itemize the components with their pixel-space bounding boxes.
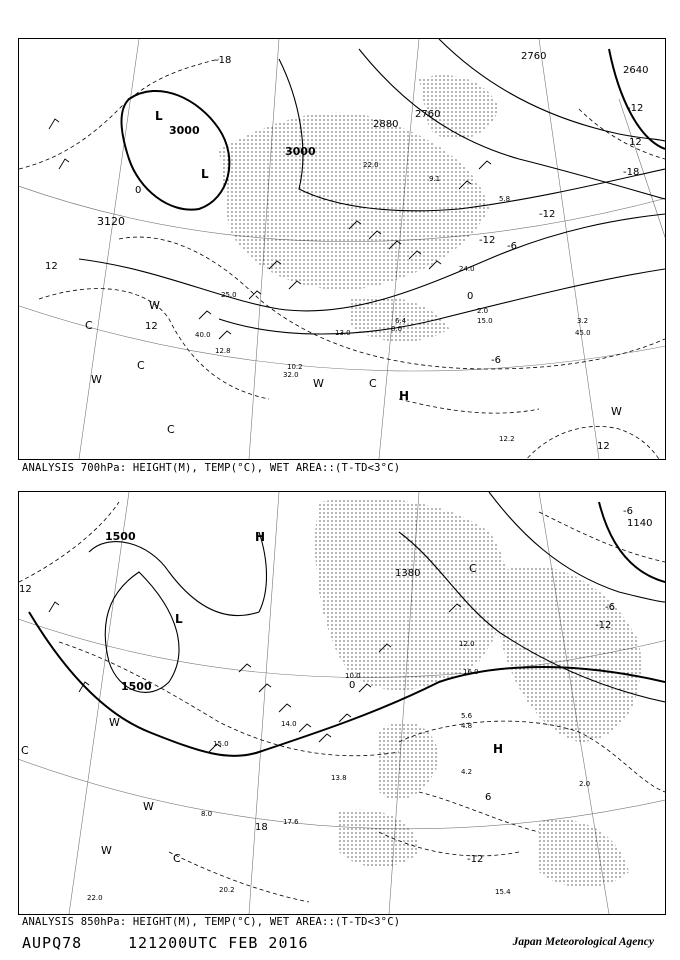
station-value: 4.8 bbox=[461, 722, 473, 730]
agency-credit: Japan Meteorological Agency bbox=[512, 936, 654, 948]
station-value: 12.8 bbox=[215, 347, 231, 355]
warm-center: W bbox=[313, 377, 324, 390]
height-label: 2760 bbox=[521, 51, 547, 62]
station-value: 15.0 bbox=[213, 740, 229, 748]
station-value: 15.0 bbox=[477, 317, 493, 325]
temp-label: -12 bbox=[627, 103, 644, 114]
map-850hpa-svg bbox=[19, 492, 665, 914]
station-value: 5.6 bbox=[461, 712, 473, 720]
warm-center: W bbox=[109, 716, 120, 729]
temp-label: -6 bbox=[623, 506, 633, 517]
height-label: 1140 bbox=[627, 518, 653, 529]
cold-center: C bbox=[137, 359, 145, 372]
warm-center: W bbox=[91, 373, 102, 386]
height-label: 1380 bbox=[395, 568, 421, 579]
station-value: 22.0 bbox=[363, 161, 379, 169]
station-value: 10.2 bbox=[287, 363, 303, 371]
low-pressure-center: L bbox=[201, 167, 209, 181]
station-value: 20.2 bbox=[219, 886, 235, 894]
station-value: 45.0 bbox=[575, 329, 591, 337]
station-value: 25.0 bbox=[221, 291, 237, 299]
low-pressure-center: L bbox=[175, 612, 183, 626]
temp-label: 12 bbox=[629, 137, 642, 148]
high-pressure-center: H bbox=[399, 389, 410, 403]
height-label: 1500 bbox=[121, 680, 152, 693]
temp-label: 12 bbox=[597, 441, 610, 452]
caption-700hpa: ANALYSIS 700hPa: HEIGHT(M), TEMP(°C), WET AREA::(T-TD<3°C) bbox=[22, 462, 401, 474]
low-pressure-center: L bbox=[155, 109, 163, 123]
station-value: 40.0 bbox=[195, 331, 211, 339]
temp-label: -12 bbox=[479, 235, 496, 246]
station-value: 15.4 bbox=[495, 888, 511, 896]
map-panel-850hpa bbox=[18, 491, 666, 915]
station-value: 14.0 bbox=[281, 720, 297, 728]
temp-label: 12 bbox=[19, 584, 32, 595]
warm-center: W bbox=[101, 844, 112, 857]
high-pressure-center: H bbox=[255, 530, 266, 544]
height-label: 1500 bbox=[105, 530, 136, 543]
temp-label: -6 bbox=[491, 355, 501, 366]
station-value: 10.0 bbox=[345, 672, 361, 680]
temp-label: 12 bbox=[45, 261, 58, 272]
station-value: 13.0 bbox=[335, 329, 351, 337]
station-value: 2.0 bbox=[579, 780, 591, 788]
cold-center: C bbox=[21, 744, 29, 757]
high-pressure-center: H bbox=[493, 742, 504, 756]
temp-label: 0 bbox=[135, 185, 142, 196]
station-value: 9.1 bbox=[429, 175, 441, 183]
map-700hpa-svg bbox=[19, 39, 665, 459]
station-value: 6.4 bbox=[395, 317, 407, 325]
temp-label: 12 bbox=[145, 321, 158, 332]
station-value: 22.0 bbox=[87, 894, 103, 902]
temp-label: 18 bbox=[255, 822, 268, 833]
temp-label: 6 bbox=[485, 792, 492, 803]
wet-area bbox=[219, 75, 499, 341]
height-label: 3000 bbox=[285, 145, 316, 158]
height-label: 2640 bbox=[623, 65, 649, 76]
cold-center: C bbox=[469, 562, 477, 575]
station-value: 3.2 bbox=[577, 317, 589, 325]
cold-center: C bbox=[85, 319, 93, 332]
temp-label: -12 bbox=[539, 209, 556, 220]
station-value: 13.8 bbox=[331, 774, 347, 782]
temp-label: -12 bbox=[467, 854, 484, 865]
cold-center: C bbox=[173, 852, 181, 865]
station-value: 4.2 bbox=[461, 768, 473, 776]
station-value: 24.0 bbox=[459, 265, 475, 273]
temp-label: -18 bbox=[215, 55, 232, 66]
temp-label: -12 bbox=[595, 620, 612, 631]
station-value: 17.6 bbox=[283, 818, 299, 826]
temp-label: 0 bbox=[349, 680, 356, 691]
caption-850hpa: ANALYSIS 850hPa: HEIGHT(M), TEMP(°C), WET AREA::(T-TD<3°C) bbox=[22, 916, 401, 928]
cold-center: C bbox=[369, 377, 377, 390]
station-value: 12.2 bbox=[499, 435, 515, 443]
height-label: 2880 bbox=[373, 119, 399, 130]
warm-center: W bbox=[149, 299, 160, 312]
station-value: 2.0 bbox=[477, 307, 489, 315]
height-label: 2760 bbox=[415, 109, 441, 120]
station-value: 8.0 bbox=[391, 325, 403, 333]
warm-center: W bbox=[143, 800, 154, 813]
valid-time: 121200UTC FEB 2016 bbox=[128, 934, 309, 952]
warm-center: W bbox=[611, 405, 622, 418]
height-label: 3000 bbox=[169, 124, 200, 137]
temp-label: -6 bbox=[507, 241, 517, 252]
chart-code: AUPQ78 bbox=[22, 934, 83, 952]
map-panel-700hpa bbox=[18, 38, 666, 460]
station-value: 5.8 bbox=[499, 195, 511, 203]
wet-area bbox=[315, 498, 641, 887]
cold-center: C bbox=[167, 423, 175, 436]
temp-label: -6 bbox=[605, 602, 615, 613]
temp-label: -18 bbox=[623, 167, 640, 178]
station-value: 16.0 bbox=[463, 668, 479, 676]
temp-label: 0 bbox=[467, 291, 474, 302]
height-label: 3120 bbox=[97, 215, 125, 228]
station-value: 8.0 bbox=[201, 810, 213, 818]
station-value: 32.0 bbox=[283, 371, 299, 379]
station-value: 12.0 bbox=[459, 640, 475, 648]
